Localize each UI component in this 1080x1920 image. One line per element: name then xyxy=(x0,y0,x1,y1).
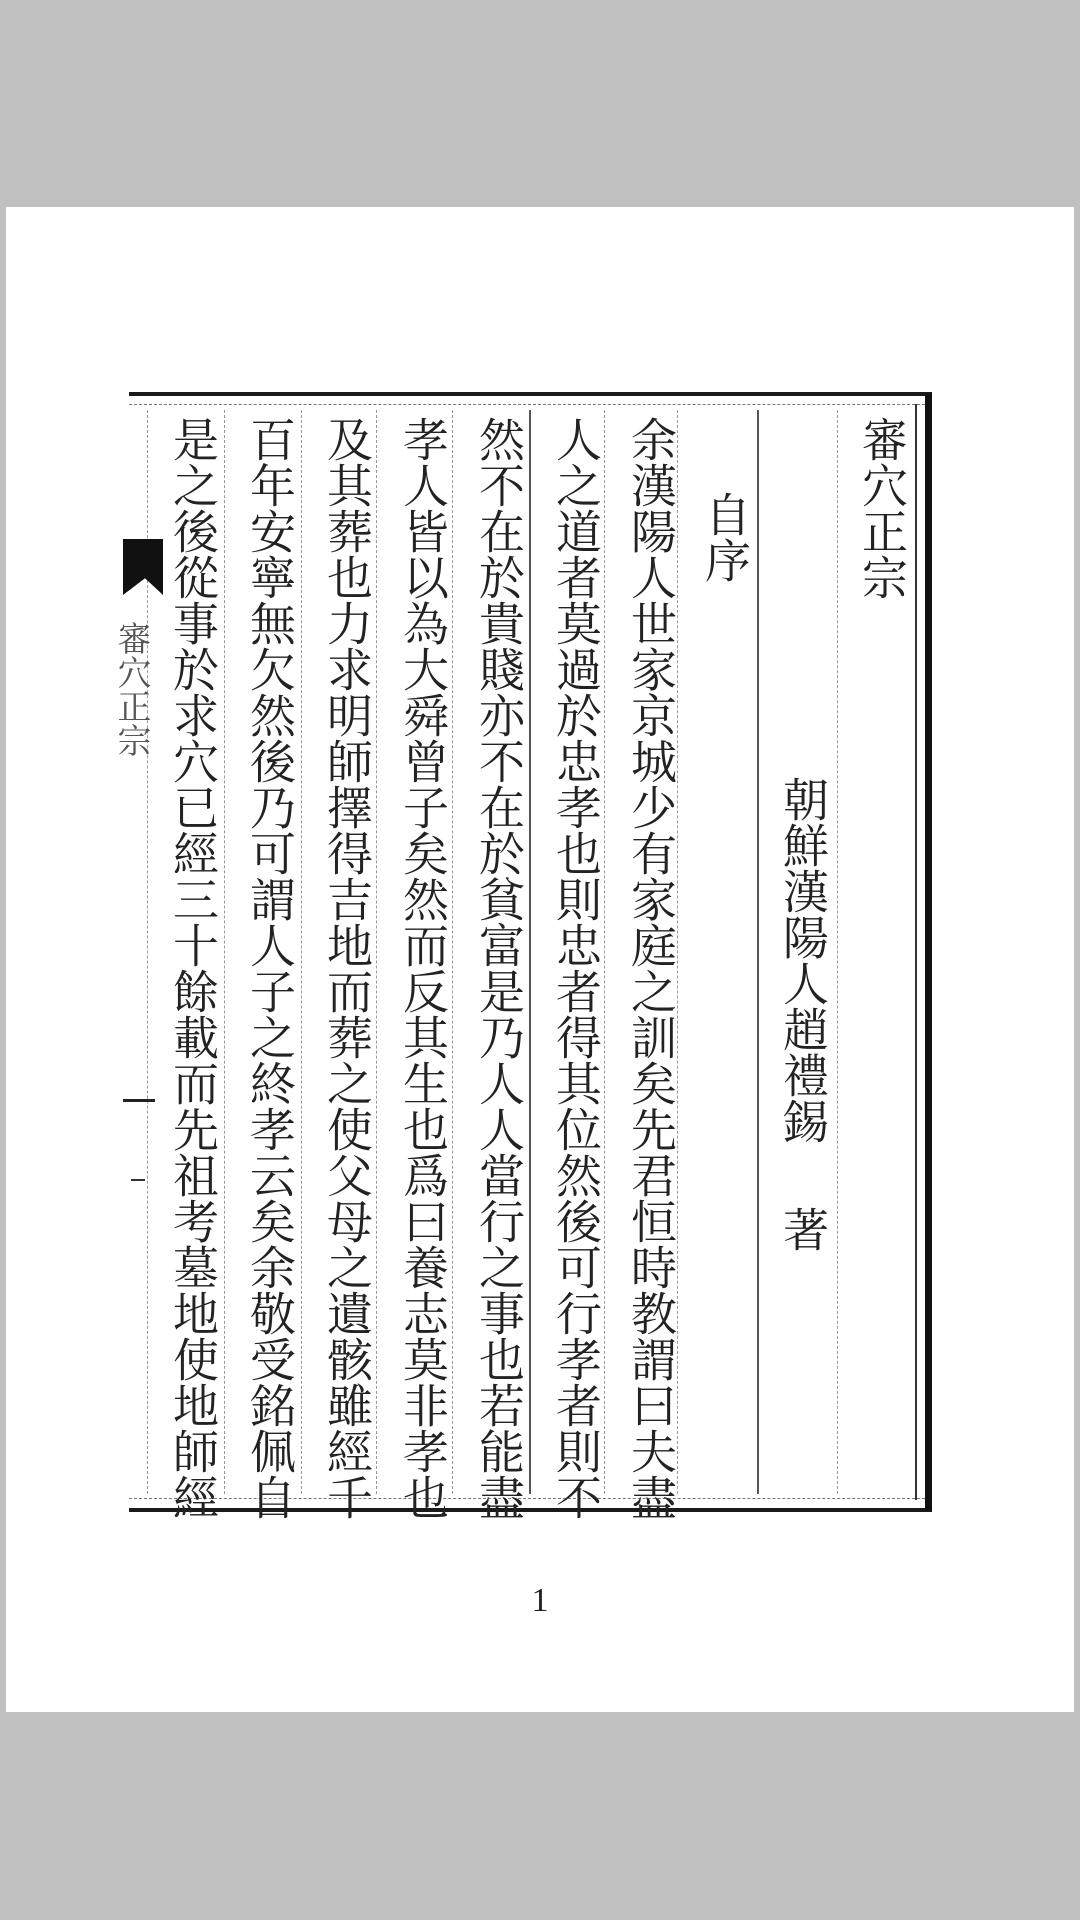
text-column: 是之後從事於求穴已經三十餘載而先祖考墓地使地師經 xyxy=(166,416,220,1520)
text-column: 然不在於貴賤亦不在於貧富是乃人人當行之事也若能盡 xyxy=(472,416,526,1520)
section-heading: 自序 xyxy=(698,491,752,583)
column-rule xyxy=(757,410,759,1494)
spine-title: 審穴正宗 xyxy=(111,621,151,757)
spine-tick xyxy=(131,1179,145,1181)
frame-inner-top xyxy=(129,404,925,406)
text-column: 余漢陽人世家京城少有家庭之訓矣先君恒時教謂曰夫盡 xyxy=(624,416,678,1520)
text-column: 孝人皆以為大舜曾子矣然而反其生也爲曰養志莫非孝也 xyxy=(396,416,450,1520)
spine-margin xyxy=(111,539,163,1359)
text-column: 及其葬也力求明師擇得吉地而葬之使父母之遺骸雖經千 xyxy=(320,416,374,1520)
column-rule xyxy=(301,410,302,1494)
spine-bar xyxy=(123,1099,155,1102)
author-role: 著 xyxy=(776,1206,830,1252)
fish-tail-mark-icon xyxy=(123,539,163,595)
page-number: 1 xyxy=(531,1582,549,1619)
book-title: 審穴正宗 xyxy=(855,416,909,600)
column-rule xyxy=(452,410,453,1494)
book-page xyxy=(6,207,1074,1712)
text-frame xyxy=(111,392,932,1520)
column-rule xyxy=(837,410,838,1494)
author-line: 朝鮮漢陽人趙禮錫 xyxy=(776,776,830,1144)
column-rule xyxy=(529,410,531,1494)
text-column: 人之道者莫過於忠孝也則忠者得其位然後可行孝者則不 xyxy=(549,416,603,1520)
column-rule xyxy=(604,410,605,1494)
text-column: 百年安寧無欠然後乃可謂人子之終孝云矣余敬受銘佩自 xyxy=(243,416,297,1520)
column-rule xyxy=(224,410,225,1494)
column-rule xyxy=(376,410,377,1494)
